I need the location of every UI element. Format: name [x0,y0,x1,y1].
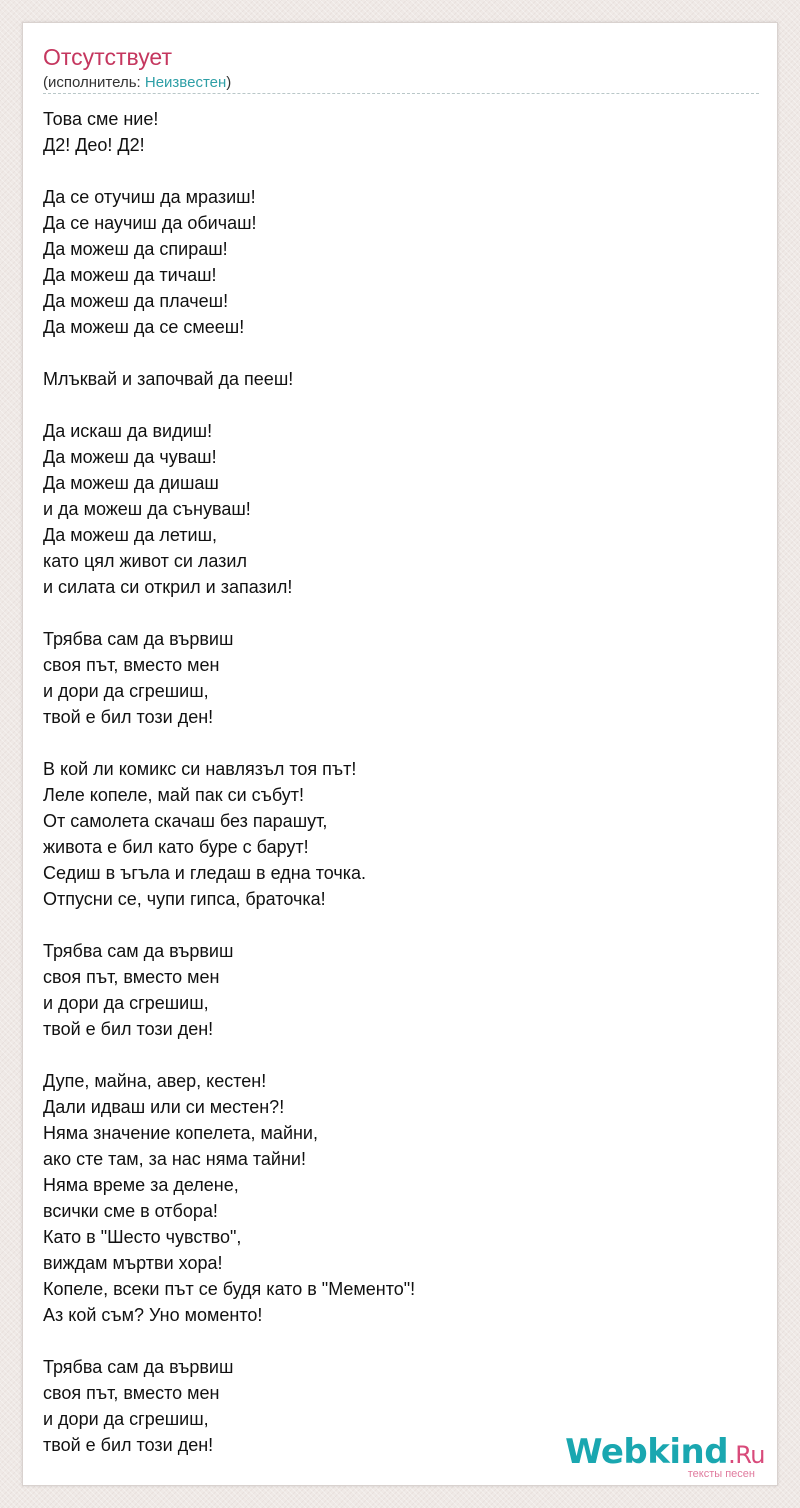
lyric-line: Това сме ние! [43,109,159,129]
lyric-line: Да можеш да тичаш! [43,265,217,285]
lyric-line: своя път, вместо мен [43,1383,220,1403]
lyric-line: своя път, вместо мен [43,655,220,675]
stanza-gap [43,392,743,418]
lyric-line: Трябва сам да вървиш [43,629,234,649]
lyric-line: и силата си открил и запазил! [43,577,293,597]
lyric-line: като цял живот си лазил [43,551,247,571]
lyric-line: Да можеш да плачеш! [43,291,229,311]
lyric-line: своя път, вместо мен [43,967,220,987]
lyric-line: Да можеш да чуваш! [43,447,217,467]
lyric-line: Трябва сам да вървиш [43,941,234,961]
lyric-line: Да можеш да дишаш [43,473,219,493]
lyric-line: и дори да сгрешиш, [43,993,209,1013]
stanza-gap [43,158,743,184]
lyric-line: Трябва сам да вървиш [43,1357,234,1377]
lyric-line: Седиш в ъгъла и гледаш в една точка. [43,863,367,883]
artist-prefix: (исполнитель: [43,74,145,91]
lyric-line: Дали идваш или си местен?! [43,1097,285,1117]
lyric-line: виждам мъртви хора! [43,1253,223,1273]
lyric-line: От самолета скачаш без парашут, [43,811,328,831]
lyric-line: и дори да сгрешиш, [43,1409,209,1429]
lyric-line: Няма значение копелета, майни, [43,1123,318,1143]
lyric-line: Леле копеле, май пак си събут! [43,785,305,805]
logo-name: Webkind [565,1432,729,1472]
lyric-line: твой е бил този ден! [43,1435,214,1455]
lyric-line: Дупе, майна, авер, кестен! [43,1071,267,1091]
lyric-line: ако сте там, за нас няма тайни! [43,1149,306,1169]
lyric-line: и да можеш да сънуваш! [43,499,251,519]
logo-tld: .Ru [728,1441,765,1469]
lyric-line: Млъквай и започвай да пееш! [43,369,294,389]
lyric-line: Да можеш да се смееш! [43,317,245,337]
song-title: Отсутствует [43,44,172,70]
stanza-gap [43,1042,743,1068]
lyric-line: Като в "Шесто чувство", [43,1227,242,1247]
stanza-gap [43,730,743,756]
lyric-line: В кой ли комикс си навлязъл тоя път! [43,759,357,779]
lyric-line: Отпусни се, чупи гипса, браточка! [43,889,326,909]
lyric-line: Няма време за делене, [43,1175,239,1195]
lyrics-text [43,106,743,1458]
lyric-line: твой е бил този ден! [43,1019,214,1039]
stanza-gap [43,340,743,366]
site-logo[interactable] [565,1432,771,1480]
lyric-line: всички сме в отбора! [43,1201,218,1221]
lyric-line: Копеле, всеки път се будя като в "Мементо"! [43,1279,416,1299]
lyric-line: Д2! Део! Д2! [43,135,145,155]
lyric-line: Да се отучиш да мразиш! [43,187,256,207]
lyric-line: твой е бил този ден! [43,707,214,727]
lyric-line: Да искаш да видиш! [43,421,213,441]
stanza-gap [43,1328,743,1354]
stanza-gap [43,600,743,626]
lyric-line: Аз кой съм? Уно моменто! [43,1305,263,1325]
lyric-line: Да се научиш да обичаш! [43,213,257,233]
logo-tagline: тексты песен [687,1468,755,1480]
artist-link[interactable]: Неизвестен [144,74,227,91]
lyrics-card [22,22,778,1486]
stanza-gap [43,912,743,938]
artist-line [43,73,231,93]
lyric-line: Да можеш да летиш, [43,525,218,545]
header-divider [43,93,759,94]
artist-suffix: ) [226,74,232,91]
lyric-line: живота е бил като буре с барут! [43,837,309,857]
lyric-line: и дори да сгрешиш, [43,681,209,701]
lyric-line: Да можеш да спираш! [43,239,228,259]
